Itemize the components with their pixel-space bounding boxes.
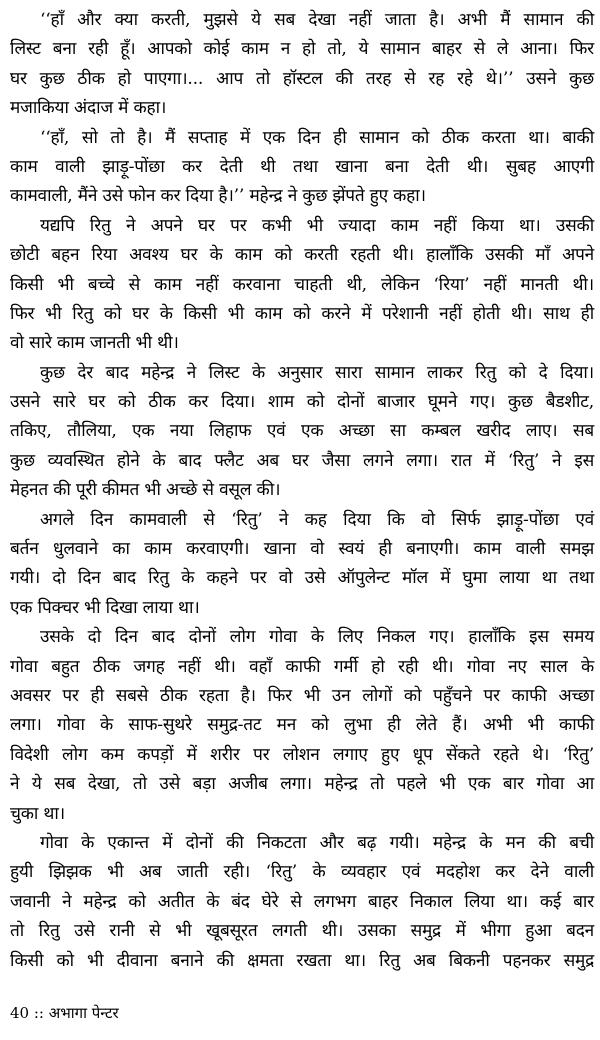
paragraph <box>10 829 594 976</box>
text-line: अवसर पर ही सबसे ठीक रहता है। फिर भी उन लोगों को पहुँचने पर काफी अच्छा <box>10 685 594 706</box>
paragraph <box>10 124 594 212</box>
text-line: जवानी ने महेन्द्र को अतीत के बंद घेरे से लगभग बाहर निकाल लिया था। कई बार <box>10 891 594 912</box>
paragraph <box>10 506 594 624</box>
text-line: मेहनत की पूरी कीमत भी अच्छे से वसूल की। <box>10 480 281 501</box>
text-line: तकिए, तौलिया, एक नया लिहाफ एवं एक अच्छा सा कम्बल खरीद लाए। सब <box>10 421 594 442</box>
text-line: तो रितु उसे रानी से भी खूबसूरत लगती थी। उसका समुद्र में भीगा हुआ बदन <box>10 921 594 942</box>
text-line: कुछ व्यवस्थित होने के बाद फ्लैट अब घर जैसा लगने लगा। रात में ‘रितु’ ने इस <box>10 450 594 471</box>
text-line: वो सारे काम जानती भी थी। <box>10 333 179 354</box>
text-line: यद्यपि रितु ने अपने घर पर कभी भी ज्यादा काम नहीं किया था। उसकी <box>40 215 594 236</box>
text-line: विदेशी लोग कम कपड़ों में शरीर पर लोशन लगाए हुए धूप सेंकते रहते थे। ‘रितु’ <box>10 744 594 765</box>
text-line: उसके दो दिन बाद दोनों लोग गोवा के लिए निकल गए। हालाँकि इस समय <box>40 627 594 648</box>
paragraph <box>10 359 594 506</box>
text-line: ने ये सब देखा, तो उसे बड़ा अजीब लगा। महेन्द्र तो पहले भी एक बार गोवा आ <box>10 774 594 795</box>
book-page <box>10 6 594 976</box>
text-line: घर कुछ ठीक हो पाएगा।... आप तो हॉस्टल की तरह से रह रहे थे।’’ उसने कुछ <box>10 68 594 89</box>
text-line: मजाकिया अंदाज में कहा। <box>10 98 167 119</box>
text-line: ‘‘हाँ, सो तो है। मैं सप्ताह में एक दिन ही सामान को ठीक करता था। बाकी <box>40 127 594 148</box>
text-line: हुयी झिझक भी अब जाती रही। ‘रितु’ के व्यवहार एवं मदहोश कर देने वाली <box>10 862 594 883</box>
paragraph <box>10 623 594 829</box>
text-line: लगा। गोवा के साफ-सुथरे समुद्र-तट मन को लुभा ही लेते हैं। अभी भी काफी <box>10 715 594 736</box>
text-line: गोवा के एकान्त में दोनों की निकटता और बढ़ गयी। महेन्द्र के मन की बची <box>40 832 594 853</box>
text-line: चुका था। <box>10 803 65 824</box>
paragraph <box>10 212 594 359</box>
text-line: एक पिक्चर भी दिखा लाया था। <box>10 597 200 618</box>
text-line: गयी। दो दिन बाद रितु के कहने पर वो उसे ऑपुलेन्ट मॉल में घुमा लाया था तथा <box>10 568 594 589</box>
text-line: कुछ देर बाद महेन्द्र ने लिस्ट के अनुसार सारा सामान लाकर रितु को दे दिया। <box>40 362 594 383</box>
text-line: काम वाली झाड़ू-पोंछा कर देती थी तथा खाना बना देती थी। सुबह आएगी <box>10 156 594 177</box>
paragraph <box>10 6 594 124</box>
text-line: किसी को भी दीवाना बनाने की क्षमता रखता था। रितु अब बिकनी पहनकर समुद्र <box>10 950 594 971</box>
text-line: बर्तन धुलवाने का काम करवाएगी। खाना वो स्वयं ही बनाएगी। काम वाली समझ <box>10 539 594 560</box>
text-line: किसी भी बच्चे से काम नहीं करवाना चाहती थी, लेकिन ‘रिया’ नहीं मानती थी। <box>10 274 594 295</box>
page-footer: 40 :: अभागा पेन्टर <box>10 1004 119 1022</box>
text-line: छोटी बहन रिया अवश्य घर के काम को करती रहती थी। हालाँकि उसकी माँ अपने <box>10 245 594 266</box>
text-line: लिस्ट बना रही हूँ। आपको कोई काम न हो तो, ये सामान बाहर से ले आना। फिर <box>10 39 594 60</box>
text-line: ‘‘हाँ और क्या करती, मुझसे ये सब देखा नहीं जाता है। अभी मैं सामान की <box>40 10 594 30</box>
text-line: कामवाली, मैंने उसे फोन कर दिया है।’’ महेन्द्र ने कुछ झेंपते हुए कहा। <box>10 186 426 207</box>
text-line: अगले दिन कामवाली से ‘रितु’ ने कह दिया कि वो सिर्फ झाड़ू-पोंछा एवं <box>40 509 594 530</box>
text-line: उसने सारे घर को ठीक कर दिया। शाम को दोनों बाजार घूमने गए। कुछ बैडशीट, <box>10 392 594 413</box>
text-line: फिर भी रितु को घर के किसी भी काम को करने में परेशानी नहीं होती थी। साथ ही <box>10 303 594 324</box>
text-line: गोवा बहुत ठीक जगह नहीं थी। वहाँ काफी गर्मी हो रही थी। गोवा नए साल के <box>10 656 594 677</box>
